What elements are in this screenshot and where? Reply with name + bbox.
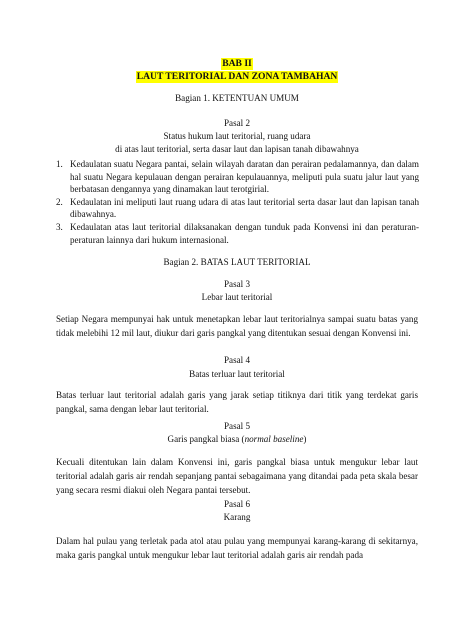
- pasal-4-body: Batas terluar laut teritorial adalah garis yang jarak setiap titiknya dari titik yang terdekat garis pangkal, sama dengan lebar laut teritorial.: [56, 390, 418, 414]
- pasal-5-subtitle: Garis pangkal biasa (normal baseline): [167, 434, 307, 444]
- list-number: 2.: [56, 196, 63, 207]
- list-text: Kedaulatan atas laut teritorial dilaksanakan dengan tunduk pada Konvensi ini dan peraturan-peraturan lainnya dari hukum internasional.: [70, 221, 419, 245]
- pasal-5-title: Pasal 5: [223, 421, 251, 431]
- chapter-number: BAB II: [222, 58, 252, 69]
- pasal-2-title: Pasal 2: [223, 118, 251, 128]
- pasal-2-list: [56, 158, 419, 246]
- pasal-2-subtitle-line1: Status hukum laut teritorial, ruang udara: [163, 131, 311, 141]
- list-item: [56, 196, 419, 221]
- list-text: Kedaulatan ini meliputi laut ruang udara di atas laut teritorial serta dasar laut dan lapisan tanah dibawahnya.: [70, 196, 419, 220]
- pasal-6-title: Pasal 6: [223, 499, 251, 509]
- list-number: 1.: [56, 159, 63, 169]
- list-number: 3.: [56, 221, 63, 232]
- section-2-heading: Bagian 2. BATAS LAUT TERITORIAL: [163, 257, 311, 267]
- pasal-3-body: Setiap Negara mempunyai hak untuk menetapkan lebar laut teritorialnya sampai suatu batas yang tidak melebihi 12 mil laut, diukur dari garis pangkal yang ditentukan sesuai dengan Konvensi ini.: [56, 314, 418, 338]
- pasal-3-subtitle: Lebar laut teritorial: [201, 292, 273, 302]
- chapter-title: LAUT TERITORIAL DAN ZONA TAMBAHAN: [136, 71, 338, 82]
- pasal-3-title: Pasal 3: [223, 279, 251, 289]
- list-text: Kedaulatan suatu Negara pantai, selain wilayah daratan dan perairan pedalamannya, dan dalam hal suatu Negara kepulauan dengan perairan kepulauannya, meliputi pula suatu jalur laut yang berbatasan dengannya yang dinamakan laut terotgirial.: [70, 159, 419, 195]
- pasal-6-subtitle: Karang: [223, 512, 251, 522]
- list-item: [56, 221, 419, 246]
- list-item: [56, 158, 419, 196]
- pasal-5-subtitle-italic: normal baseline: [244, 434, 304, 444]
- pasal-6-body: Dalam hal pulau yang terletak pada atol atau pulau yang mempunyai karang-karang di sekitarnya, maka garis pangkal untuk mengukur lebar laut teritorial adalah garis air rendah pada: [56, 536, 418, 560]
- section-1-heading: Bagian 1. KETENTUAN UMUM: [175, 93, 299, 103]
- pasal-4-subtitle: Batas terluar laut teritorial: [189, 369, 285, 379]
- pasal-4-title: Pasal 4: [223, 355, 251, 365]
- pasal-2-subtitle-line2: di atas laut teritorial, serta dasar laut dan lapisan tanah dibawahnya: [115, 144, 359, 154]
- pasal-5-body: Kecuali ditentukan lain dalam Konvensi ini, garis pangkal biasa untuk mengukur lebar laut teritorial adalah garis air rendah sepanjang pantai sebagaimana yang ditandai pada peta skala besar yang secara resmi diakui oleh Negara pantai tersebut.: [56, 457, 418, 495]
